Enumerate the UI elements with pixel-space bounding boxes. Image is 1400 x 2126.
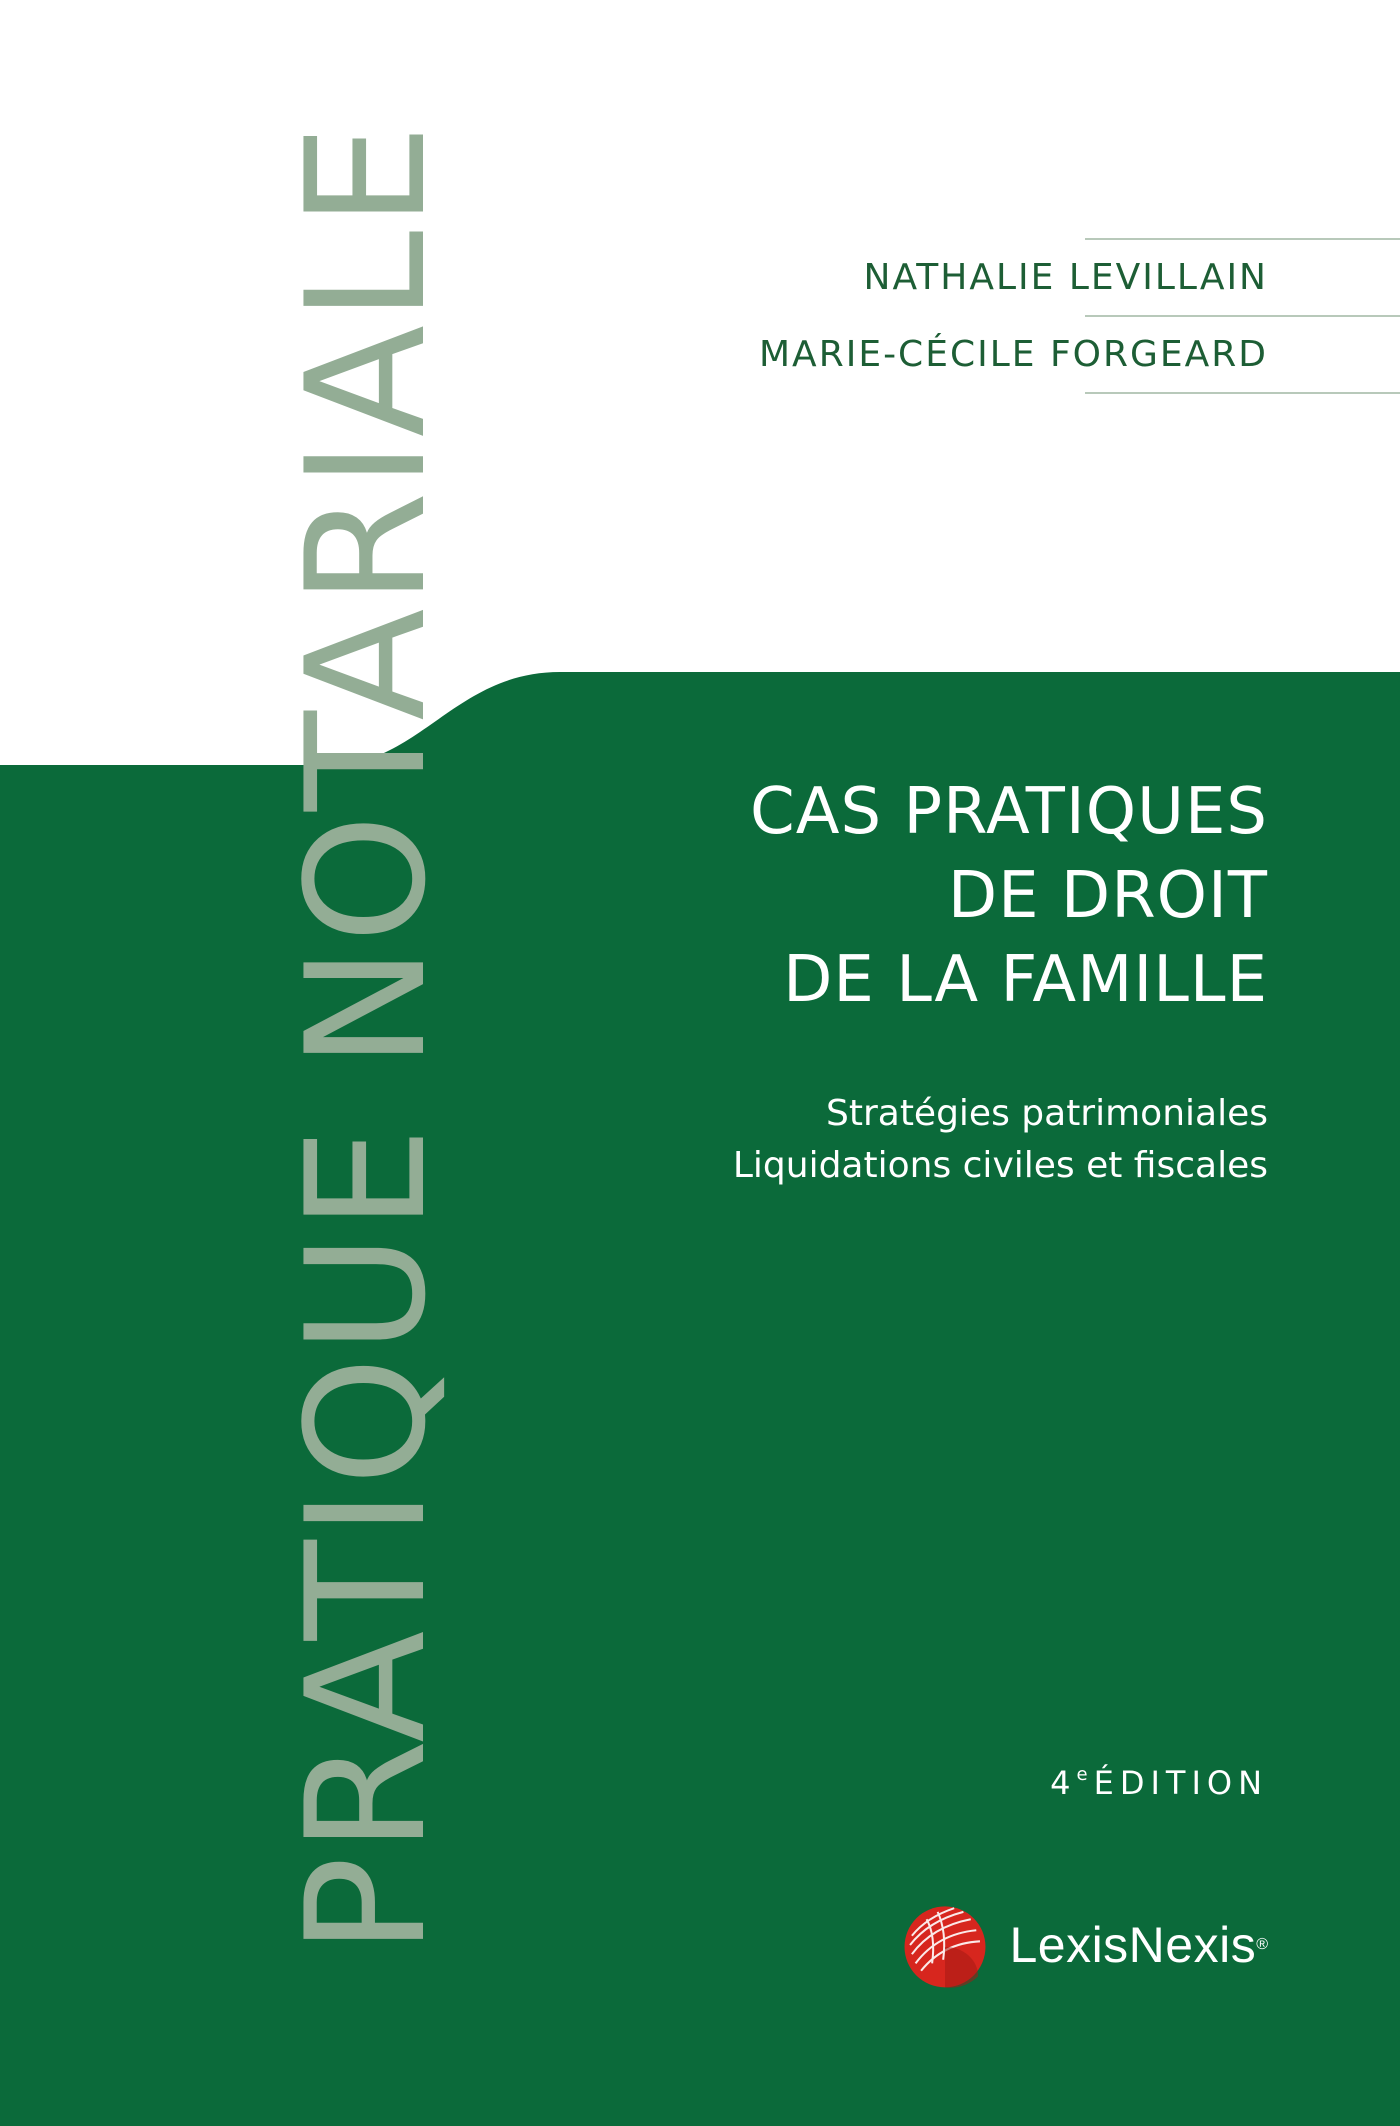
title-line: DE LA FAMILLE	[783, 943, 1268, 1017]
edition-number: 4	[1050, 1764, 1077, 1802]
publisher-logo-block	[899, 1895, 1268, 1995]
author-name: NATHALIE LEVILLAIN	[863, 257, 1268, 298]
edition-label	[1050, 1764, 1268, 1802]
subtitle-line: Liquidations civiles et fiscales	[732, 1145, 1268, 1186]
edition-text: ÉDITION	[1093, 1764, 1268, 1802]
series-title-vertical: PRATIQUE NOTARIALE	[271, 121, 462, 1955]
subtitle-line: Stratégies patrimoniales	[825, 1093, 1268, 1134]
book-title	[368, 770, 1268, 1022]
lexisnexis-knowledge-burst-icon	[899, 1899, 991, 1991]
book-subtitle	[368, 1088, 1268, 1192]
edition-superscript: e	[1076, 1764, 1088, 1785]
author-name: MARIE-CÉCILE FORGEARD	[759, 334, 1268, 375]
authors-block	[700, 238, 1400, 394]
publisher-name: LexisNexis	[1009, 1917, 1257, 1973]
registered-mark: ®	[1256, 1936, 1268, 1953]
title-line: CAS PRATIQUES	[750, 775, 1268, 849]
author-divider	[1085, 392, 1400, 394]
title-line: DE DROIT	[947, 859, 1268, 933]
